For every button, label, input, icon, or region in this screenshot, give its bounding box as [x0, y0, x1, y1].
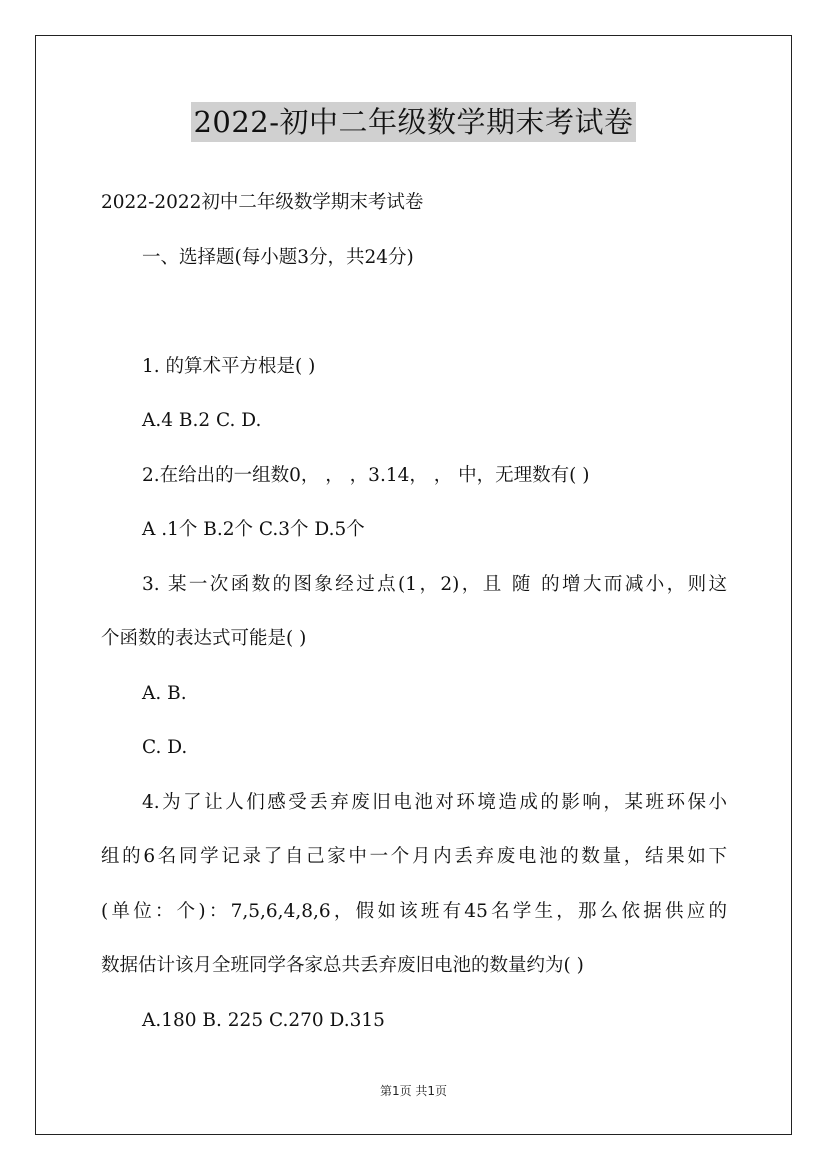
text-line: 4.为了让人们感受丢弃废旧电池对环境造成的影响，某班环保小 — [142, 791, 727, 813]
blank-line — [101, 285, 727, 340]
page-footer: 第1页 共1页 — [379, 1084, 448, 1098]
text-line: C. D. — [142, 737, 188, 758]
text-line: 个函数的表达式可能是( ) — [101, 628, 307, 649]
text-line: 1. 的算术平方根是( ) — [142, 355, 316, 377]
text-line: 一、选择题(每小题3分，共24分) — [142, 246, 414, 268]
document-body — [101, 176, 727, 1048]
text-line: 2.在给出的一组数0， ， ，3.14， ， 中，无理数有( ) — [142, 464, 590, 486]
text-line: A.180 B. 225 C.270 D.315 — [142, 1009, 385, 1031]
title-container — [0, 102, 827, 142]
text-line: (单位：个)：7,5,6,4,8,6，假如该班有45名学生，那么依据供应的 — [101, 900, 727, 922]
text-line: A .1个 B.2个 C.3个 D.5个 — [142, 519, 365, 540]
text-line: 数据估计该月全班同学各家总共丢弃废旧电池的数量约为( ) — [101, 955, 584, 976]
text-line: A.4 B.2 C. D. — [142, 410, 262, 431]
text-line: 3. 某一次函数的图象经过点(1，2)，且 随 的增大而减小，则这 — [142, 573, 727, 595]
text-line: A. B. — [142, 682, 187, 704]
text-line: 组的6名同学记录了自己家中一个月内丢弃废电池的数量，结果如下 — [101, 846, 727, 867]
text-line: 2022-2022初中二年级数学期末考试卷 — [101, 192, 424, 213]
document-title: 2022-初中二年级数学期末考试卷 — [191, 102, 635, 142]
